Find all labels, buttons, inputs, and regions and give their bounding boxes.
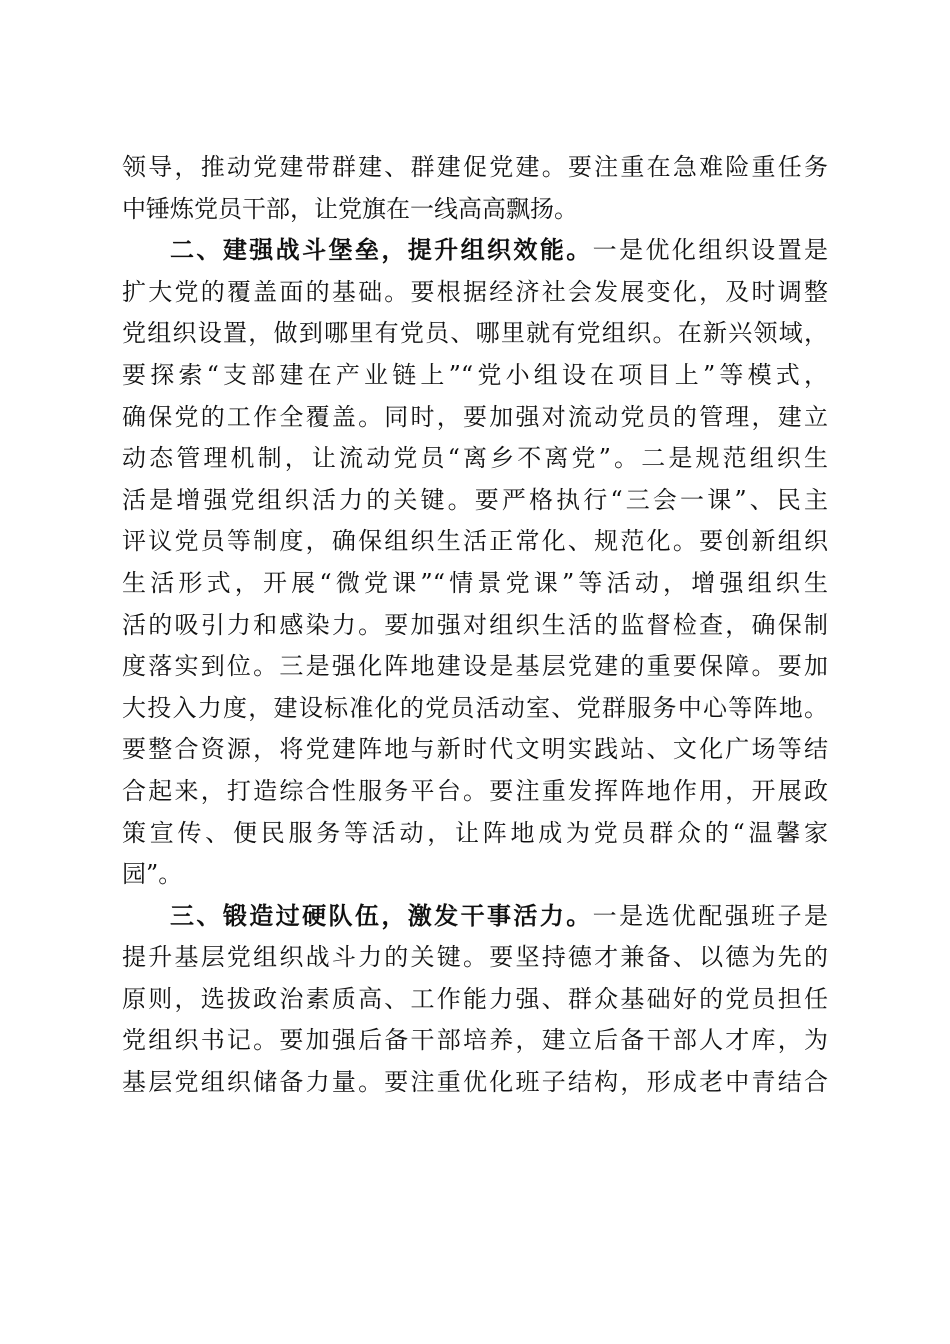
text-line: 园”。 — [122, 860, 183, 889]
text-line: 活是增强党组织活力的关键。要严格执行“三会一课”、民主 — [122, 485, 828, 514]
text-line: 大投入力度，建设标准化的党员活动室、党群服务中心等阵地。 — [122, 693, 828, 722]
section-heading-line: 二、建强战斗堡垒，提升组织效能。一是优化组织设置是 — [170, 236, 829, 265]
text-line: 活的吸引力和感染力。要加强对组织生活的监督检查，确保制 — [122, 610, 828, 639]
text-line: 党组织设置，做到哪里有党员、哪里就有党组织。在新兴领域， — [122, 319, 828, 348]
text-line: 生活形式，开展“微党课”“情景党课”等活动，增强组织生 — [122, 568, 828, 597]
text-line: 原则，选拔政治素质高、工作能力强、群众基础好的党员担任 — [122, 984, 828, 1013]
section-heading-2: 二、建强战斗堡垒，提升组织效能。 — [170, 236, 593, 265]
text-line: 动态管理机制，让流动党员“离乡不离党”。二是规范组织生 — [122, 444, 828, 473]
text-line: 策宣传、便民服务等活动，让阵地成为党员群众的“温馨家 — [122, 818, 828, 847]
text-line: 要探索“支部建在产业链上”“党小组设在项目上”等模式， — [122, 360, 828, 389]
section-heading-line: 三、锻造过硬队伍，激发干事活力。一是选优配强班子是 — [170, 901, 829, 930]
text-line: 要整合资源，将党建阵地与新时代文明实践站、文化广场等结 — [122, 735, 828, 764]
text-line: 基层党组织储备力量。要注重优化班子结构，形成老中青结合 — [122, 1068, 828, 1097]
text-line: 党组织书记。要加强后备干部培养，建立后备干部人才库，为 — [122, 1026, 828, 1055]
text-line: 提升基层党组织战斗力的关键。要坚持德才兼备、以德为先的 — [122, 943, 828, 972]
text-line: 度落实到位。三是强化阵地建设是基层党建的重要保障。要加 — [122, 652, 828, 681]
text-line: 评议党员等制度，确保组织生活正常化、规范化。要创新组织 — [122, 527, 828, 556]
text-line: 领导，推动党建带群建、群建促党建。要注重在急难险重任务 — [122, 153, 828, 181]
text-line: 扩大党的覆盖面的基础。要根据经济社会发展变化，及时调整 — [122, 277, 828, 306]
section-heading-3: 三、锻造过硬队伍，激发干事活力。 — [170, 901, 593, 930]
text-line: 确保党的工作全覆盖。同时，要加强对流动党员的管理，建立 — [122, 402, 828, 431]
text-line: 合起来，打造综合性服务平台。要注重发挥阵地作用，开展政 — [122, 776, 828, 805]
document-body — [122, 147, 828, 1104]
text-line: 中锤炼党员干部，让党旗在一线高高飘扬。 — [122, 194, 578, 223]
